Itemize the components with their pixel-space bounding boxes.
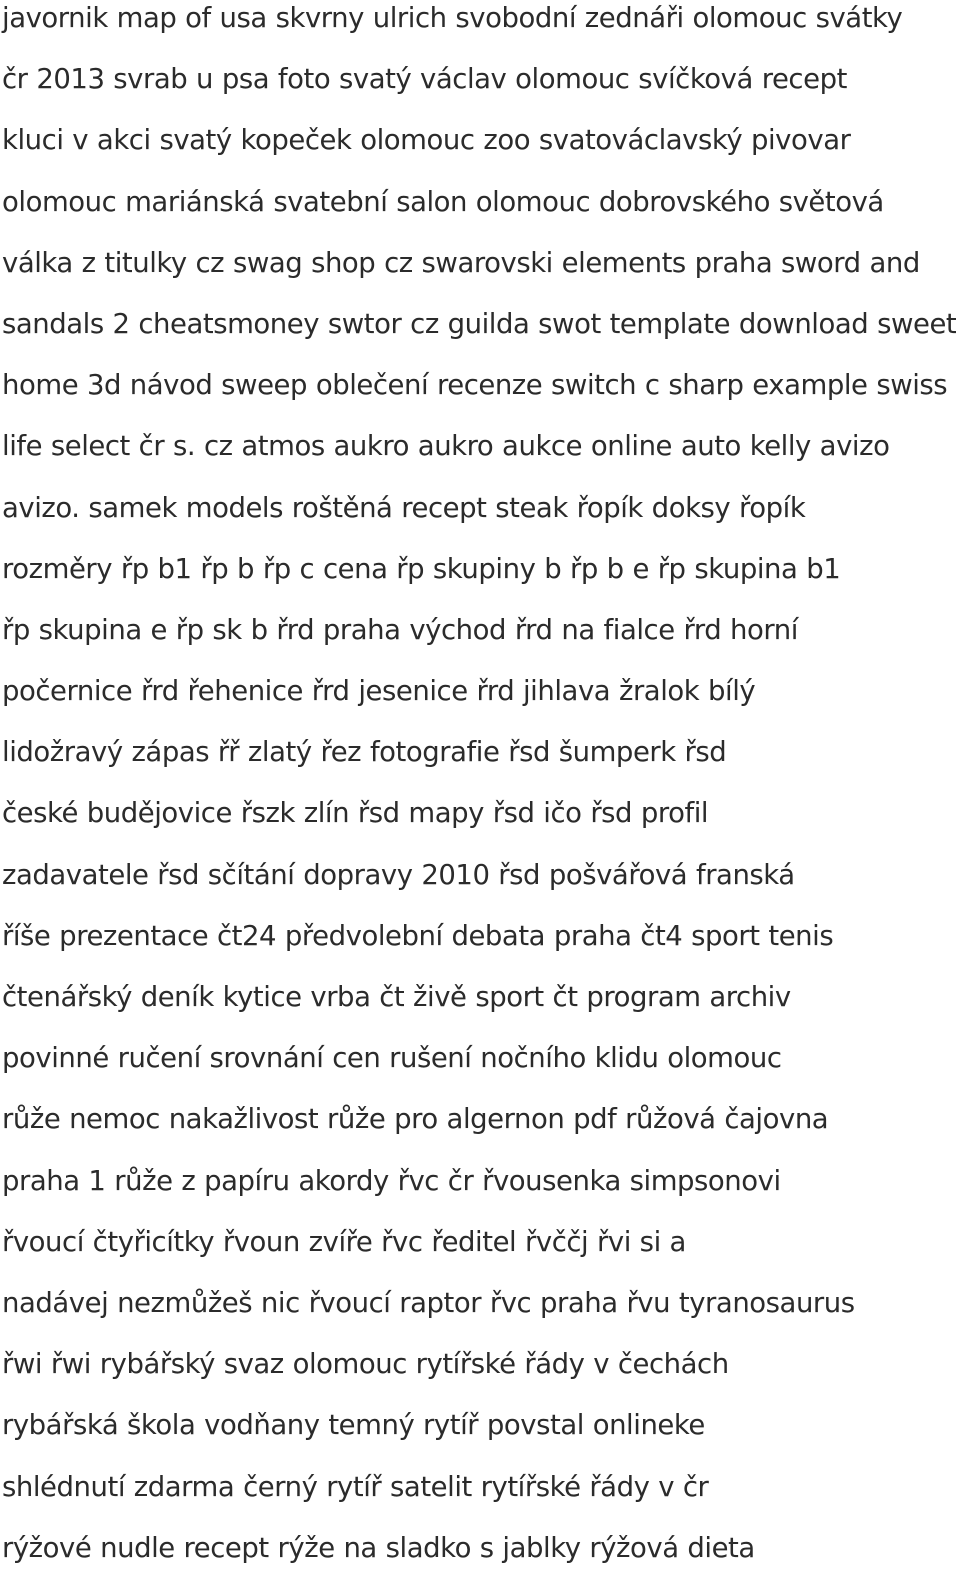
text-line: řwi řwi rybářský svaz olomouc rytířské řády v čechách xyxy=(2,1348,729,1381)
text-line: praha 1 růže z papíru akordy řvc čr řvousenka simpsonovi xyxy=(2,1164,781,1197)
text-line: zadavatele řsd sčítání dopravy 2010 řsd pošvářová franská xyxy=(2,858,795,891)
text-line: čr 2013 svrab u psa foto svatý václav olomouc svíčková recept xyxy=(2,63,847,96)
text-line: home 3d návod sweep oblečení recenze switch c sharp example swiss xyxy=(2,369,948,402)
text-line: řvoucí čtyřicítky řvoun zvíře řvc ředitel řvččj řvi si a xyxy=(2,1225,686,1258)
text-line: javornik map of usa skvrny ulrich svobodní zednáři olomouc svátky xyxy=(2,2,903,34)
document-body xyxy=(2,0,958,1591)
text-line: lidožravý zápas řř zlatý řez fotografie řsd šumperk řsd xyxy=(2,736,727,769)
text-line: řp skupina e řp sk b řrd praha východ řrd na fialce řrd horní xyxy=(2,613,798,646)
text-line: olomouc mariánská svatební salon olomouc dobrovského světová xyxy=(2,185,884,218)
text-line: říše prezentace čt24 předvolební debata praha čt4 sport tenis xyxy=(2,919,834,952)
text-line: rybářská škola vodňany temný rytíř povstal onlineke xyxy=(2,1409,705,1442)
text-line: rýžové nudle recept rýže na sladko s jablky rýžová dieta xyxy=(2,1531,755,1564)
text-line: válka z titulky cz swag shop cz swarovski elements praha sword and xyxy=(2,246,920,279)
text-line: kluci v akci svatý kopeček olomouc zoo svatováclavský pivovar xyxy=(2,124,851,157)
text-line: avizo. samek models roštěná recept steak řopík doksy řopík xyxy=(2,491,806,524)
text-line: české budějovice řszk zlín řsd mapy řsd ičo řsd profil xyxy=(2,797,709,830)
text-line: rozměry řp b1 řp b řp c cena řp skupiny b řp b e řp skupina b1 xyxy=(2,552,841,585)
text-line: nadávej nezmůžeš nic řvoucí raptor řvc praha řvu tyranosaurus xyxy=(2,1286,855,1319)
text-line: life select čr s. cz atmos aukro aukro aukce online auto kelly avizo xyxy=(2,430,890,463)
text-line: povinné ručení srovnání cen rušení nočního klidu olomouc xyxy=(2,1042,782,1075)
text-line: počernice řrd řehenice řrd jesenice řrd jihlava žralok bílý xyxy=(2,675,756,708)
text-line: shlédnutí zdarma černý rytíř satelit rytířské řády v čr xyxy=(2,1470,709,1503)
text-line: sandals 2 cheatsmoney swtor cz guilda swot template download sweet xyxy=(2,307,957,340)
text-line: růže nemoc nakažlivost růže pro algernon pdf růžová čajovna xyxy=(2,1103,829,1136)
text-line: čtenářský deník kytice vrba čt živě sport čt program archiv xyxy=(2,981,791,1013)
